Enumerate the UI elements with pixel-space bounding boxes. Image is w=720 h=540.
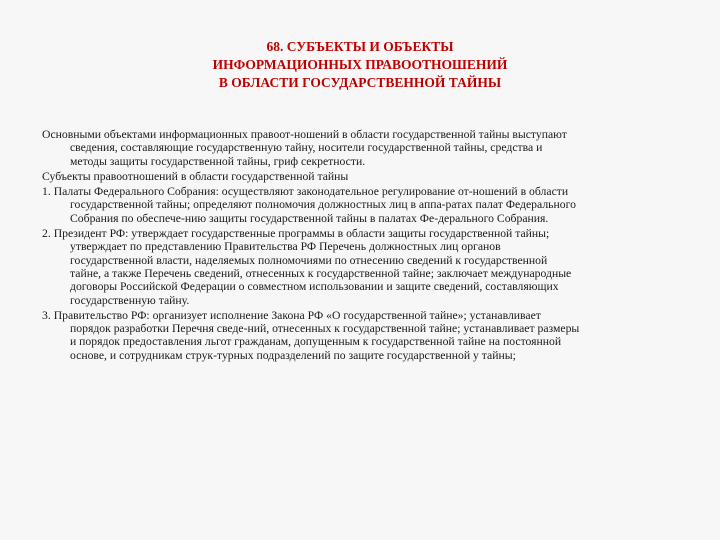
title-line-2: ИНФОРМАЦИОННЫХ ПРАВООТНОШЕНИЙ: [212, 57, 508, 72]
text-line: методы защиты государственной тайны, гриф секретности.: [70, 154, 366, 168]
text-line: Основными объектами информационных правоот-ношений в области государственной тайны выступают: [42, 128, 567, 141]
text-line: и порядок предоставления льгот гражданам, допущенным к государственной тайне на постоянной: [70, 335, 562, 349]
text-line: 2. Президент РФ: утверждает государственные программы в области защиты государственной тайны;: [42, 227, 550, 241]
title-line-3: В ОБЛАСТИ ГОСУДАРСТВЕННОЙ ТАЙНЫ: [218, 75, 502, 90]
text-line: 1. Палаты Федерального Собрания: осуществляют законодательное регулирование от-ношений в области: [42, 185, 569, 199]
slide-title: [0, 38, 720, 92]
text-line: сведения, составляющие государственную тайну, носители государственной тайны, средства и: [70, 141, 543, 155]
title-line-1: 68. СУБЪЕКТЫ И ОБЪЕКТЫ: [266, 39, 454, 54]
text-line: тайне, а также Перечень сведений, отнесенных к государственной тайне; заключает международные: [70, 266, 572, 280]
paragraph-subjects-heading: [42, 170, 688, 183]
text-line: порядок разработки Перечня сведе-ний, отнесенных к государственной тайне; устанавливает размеры: [70, 322, 580, 336]
text-line: государственную тайну.: [70, 293, 190, 307]
slide-body: [42, 128, 688, 364]
text-line: государственной тайны; определяют полномочия должностных лиц в аппа-ратах палат Федерального: [70, 198, 576, 212]
text-line: 3. Правительство РФ: организует исполнение Закона РФ «О государственной тайне»; устанавливает: [42, 308, 541, 322]
list-item-government: [42, 309, 688, 362]
paragraph-objects: [42, 128, 688, 168]
list-item-federal-assembly: [42, 185, 688, 225]
list-item-president: [42, 227, 688, 307]
text-line: основе, и сотрудникам струк-турных подразделений по защите государственной у тайны;: [70, 348, 516, 362]
text-line: Субъекты правоотношений в области государственной тайны: [42, 169, 349, 183]
text-line: утверждает по представлению Правительства РФ Перечень должностных лиц органов: [70, 240, 501, 254]
text-line: Собрания по обеспече-нию защиты государственной тайны в палатах Фе-дерального Собрания.: [70, 211, 549, 225]
text-line: договоры Российской Федерации о совместном использовании и защите сведений, составляющих: [70, 280, 559, 294]
text-line: государственной власти, наделяемых полномочиями по отнесению сведений к государственной: [70, 253, 548, 267]
